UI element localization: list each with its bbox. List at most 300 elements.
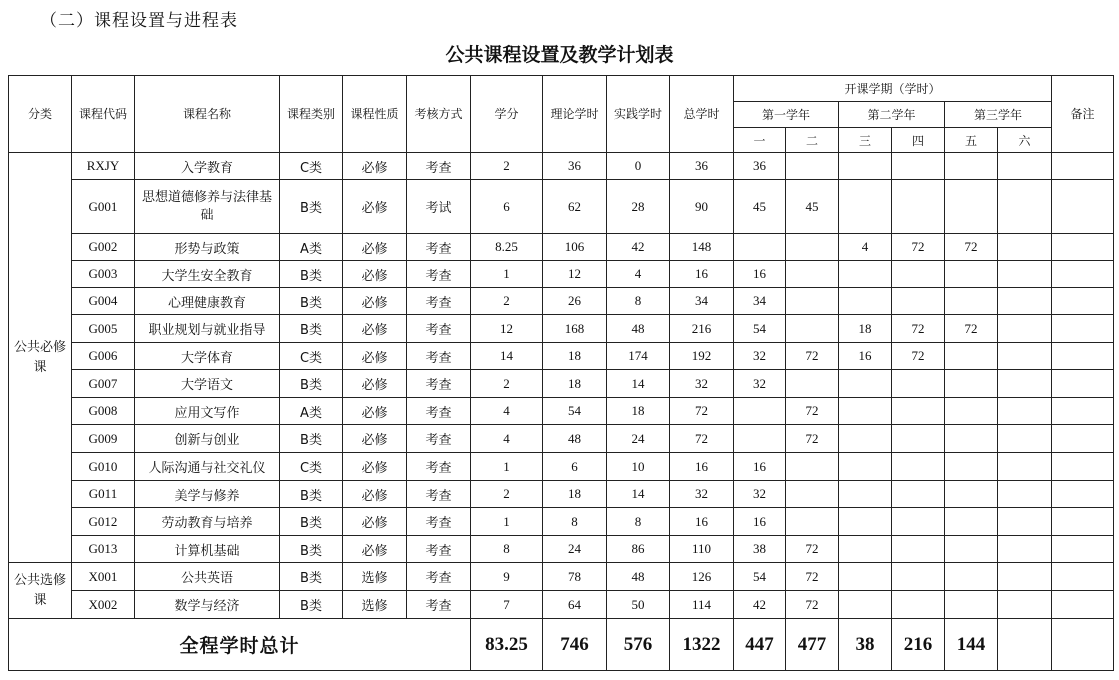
semester-1-hours: 54	[734, 315, 786, 343]
semester-6-hours	[998, 536, 1052, 563]
total-practice-hours: 576	[607, 619, 670, 671]
course-name: 人际沟通与社交礼仪	[135, 453, 280, 481]
header-semester-5: 五	[945, 128, 998, 153]
remarks-cell	[1052, 453, 1114, 481]
course-name: 美学与修养	[135, 481, 280, 508]
course-type: A类	[280, 234, 343, 261]
semester-1-hours	[734, 425, 786, 453]
course-nature: 必修	[343, 153, 407, 180]
semester-3-hours	[839, 370, 892, 398]
total-hours: 72	[670, 425, 734, 453]
total-semester-5: 144	[945, 619, 998, 671]
course-type: B类	[280, 370, 343, 398]
course-nature: 必修	[343, 234, 407, 261]
semester-1-hours	[734, 398, 786, 425]
course-row	[9, 508, 1114, 536]
credits: 1	[471, 261, 543, 288]
semester-1-hours: 32	[734, 343, 786, 370]
course-nature: 必修	[343, 343, 407, 370]
total-hours: 110	[670, 536, 734, 563]
course-type: B类	[280, 591, 343, 619]
course-type: B类	[280, 508, 343, 536]
course-type: B类	[280, 288, 343, 315]
course-code: X002	[72, 591, 135, 619]
practice-hours: 14	[607, 481, 670, 508]
semester-2-hours: 72	[786, 343, 839, 370]
course-row	[9, 234, 1114, 261]
semester-4-hours: 72	[892, 315, 945, 343]
header-category: 分类	[9, 76, 72, 153]
header-course-type: 课程类别	[280, 76, 343, 153]
semester-1-hours	[734, 234, 786, 261]
theory-hours: 64	[543, 591, 607, 619]
total-hours: 16	[670, 508, 734, 536]
course-code: G011	[72, 481, 135, 508]
course-type: C类	[280, 453, 343, 481]
semester-3-hours: 16	[839, 343, 892, 370]
course-row	[9, 453, 1114, 481]
course-type: B类	[280, 180, 343, 234]
totals-row	[9, 619, 1114, 671]
semester-3-hours: 4	[839, 234, 892, 261]
header-course-nature: 课程性质	[343, 76, 407, 153]
semester-5-hours	[945, 370, 998, 398]
assessment-method: 考查	[407, 153, 471, 180]
assessment-method: 考查	[407, 536, 471, 563]
semester-2-hours: 72	[786, 591, 839, 619]
credits: 7	[471, 591, 543, 619]
course-type: C类	[280, 343, 343, 370]
course-code: G012	[72, 508, 135, 536]
assessment-method: 考查	[407, 234, 471, 261]
semester-5-hours	[945, 261, 998, 288]
semester-4-hours	[892, 591, 945, 619]
header-remarks: 备注	[1052, 76, 1114, 153]
total-hours: 216	[670, 315, 734, 343]
practice-hours: 86	[607, 536, 670, 563]
course-code: G006	[72, 343, 135, 370]
practice-hours: 50	[607, 591, 670, 619]
course-code: X001	[72, 563, 135, 591]
course-row	[9, 398, 1114, 425]
credits: 8	[471, 536, 543, 563]
semester-6-hours	[998, 180, 1052, 234]
semester-6-hours	[998, 153, 1052, 180]
header-semester-3: 三	[839, 128, 892, 153]
course-code: G005	[72, 315, 135, 343]
total-hours: 34	[670, 288, 734, 315]
practice-hours: 42	[607, 234, 670, 261]
theory-hours: 8	[543, 508, 607, 536]
header-course-code: 课程代码	[72, 76, 135, 153]
semester-3-hours	[839, 398, 892, 425]
credits: 4	[471, 398, 543, 425]
course-code: G010	[72, 453, 135, 481]
assessment-method: 考查	[407, 315, 471, 343]
semester-2-hours: 72	[786, 536, 839, 563]
semester-3-hours	[839, 425, 892, 453]
assessment-method: 考查	[407, 508, 471, 536]
header-credits: 学分	[471, 76, 543, 153]
assessment-method: 考查	[407, 425, 471, 453]
course-name: 形势与政策	[135, 234, 280, 261]
course-row	[9, 153, 1114, 180]
course-nature: 必修	[343, 508, 407, 536]
semester-4-hours	[892, 425, 945, 453]
assessment-method: 考查	[407, 453, 471, 481]
semester-4-hours	[892, 370, 945, 398]
semester-6-hours	[998, 288, 1052, 315]
semester-5-hours: 72	[945, 234, 998, 261]
semester-5-hours	[945, 591, 998, 619]
semester-3-hours	[839, 261, 892, 288]
semester-1-hours: 38	[734, 536, 786, 563]
credits: 2	[471, 481, 543, 508]
course-row	[9, 591, 1114, 619]
remarks-cell	[1052, 370, 1114, 398]
course-code: G007	[72, 370, 135, 398]
semester-3-hours	[839, 508, 892, 536]
semester-6-hours	[998, 234, 1052, 261]
course-name: 应用文写作	[135, 398, 280, 425]
course-name: 入学教育	[135, 153, 280, 180]
semester-2-hours	[786, 370, 839, 398]
assessment-method: 考查	[407, 261, 471, 288]
semester-4-hours	[892, 398, 945, 425]
course-nature: 必修	[343, 425, 407, 453]
total-theory-hours: 746	[543, 619, 607, 671]
credits: 4	[471, 425, 543, 453]
semester-1-hours: 34	[734, 288, 786, 315]
header-semester-1: 一	[734, 128, 786, 153]
total-semester-3: 38	[839, 619, 892, 671]
practice-hours: 4	[607, 261, 670, 288]
total-hours: 16	[670, 453, 734, 481]
semester-4-hours	[892, 563, 945, 591]
semester-1-hours: 45	[734, 180, 786, 234]
credits: 1	[471, 508, 543, 536]
course-name: 职业规划与就业指导	[135, 315, 280, 343]
theory-hours: 6	[543, 453, 607, 481]
theory-hours: 62	[543, 180, 607, 234]
total-hours: 36	[670, 153, 734, 180]
course-name: 数学与经济	[135, 591, 280, 619]
course-name: 计算机基础	[135, 536, 280, 563]
semester-2-hours	[786, 288, 839, 315]
assessment-method: 考查	[407, 343, 471, 370]
practice-hours: 24	[607, 425, 670, 453]
semester-4-hours	[892, 261, 945, 288]
practice-hours: 14	[607, 370, 670, 398]
course-nature: 必修	[343, 453, 407, 481]
total-semester-4: 216	[892, 619, 945, 671]
course-nature: 必修	[343, 370, 407, 398]
header-semester-group: 开课学期（学时）	[734, 76, 1052, 102]
credits: 12	[471, 315, 543, 343]
course-row	[9, 288, 1114, 315]
semester-4-hours	[892, 288, 945, 315]
course-nature: 必修	[343, 261, 407, 288]
credits: 6	[471, 180, 543, 234]
remarks-cell	[1052, 508, 1114, 536]
semester-1-hours: 16	[734, 508, 786, 536]
theory-hours: 18	[543, 343, 607, 370]
total-semester-1: 447	[734, 619, 786, 671]
course-code: G009	[72, 425, 135, 453]
theory-hours: 36	[543, 153, 607, 180]
semester-1-hours: 42	[734, 591, 786, 619]
semester-5-hours: 72	[945, 315, 998, 343]
semester-5-hours	[945, 508, 998, 536]
semester-2-hours	[786, 153, 839, 180]
course-row	[9, 180, 1114, 234]
course-type: C类	[280, 153, 343, 180]
semester-5-hours	[945, 563, 998, 591]
course-row	[9, 481, 1114, 508]
theory-hours: 26	[543, 288, 607, 315]
semester-4-hours	[892, 481, 945, 508]
semester-6-hours	[998, 481, 1052, 508]
course-nature: 必修	[343, 398, 407, 425]
theory-hours: 106	[543, 234, 607, 261]
semester-3-hours	[839, 481, 892, 508]
credits: 2	[471, 153, 543, 180]
course-code: G004	[72, 288, 135, 315]
semester-3-hours	[839, 591, 892, 619]
course-code: G003	[72, 261, 135, 288]
semester-5-hours	[945, 343, 998, 370]
course-nature: 必修	[343, 315, 407, 343]
semester-3-hours	[839, 180, 892, 234]
total-hours: 90	[670, 180, 734, 234]
semester-3-hours	[839, 153, 892, 180]
course-code: G002	[72, 234, 135, 261]
semester-6-hours	[998, 563, 1052, 591]
course-name: 劳动教育与培养	[135, 508, 280, 536]
semester-5-hours	[945, 288, 998, 315]
course-nature: 选修	[343, 591, 407, 619]
total-hours: 72	[670, 398, 734, 425]
semester-2-hours: 72	[786, 563, 839, 591]
header-semester-4: 四	[892, 128, 945, 153]
semester-2-hours: 72	[786, 398, 839, 425]
remarks-cell	[1052, 481, 1114, 508]
practice-hours: 174	[607, 343, 670, 370]
course-nature: 必修	[343, 481, 407, 508]
semester-2-hours: 72	[786, 425, 839, 453]
semester-4-hours	[892, 153, 945, 180]
header-year-2: 第二学年	[839, 102, 945, 128]
course-type: B类	[280, 536, 343, 563]
practice-hours: 8	[607, 508, 670, 536]
semester-1-hours: 16	[734, 453, 786, 481]
totals-label: 全程学时总计	[9, 619, 471, 671]
semester-5-hours	[945, 481, 998, 508]
remarks-cell	[1052, 398, 1114, 425]
semester-5-hours	[945, 453, 998, 481]
remarks-cell	[1052, 563, 1114, 591]
semester-4-hours	[892, 536, 945, 563]
course-plan-table	[8, 75, 1114, 671]
semester-6-hours	[998, 508, 1052, 536]
course-type: B类	[280, 481, 343, 508]
semester-6-hours	[998, 591, 1052, 619]
semester-6-hours	[998, 261, 1052, 288]
total-hours: 192	[670, 343, 734, 370]
header-total-hours: 总学时	[670, 76, 734, 153]
total-semester-2: 477	[786, 619, 839, 671]
semester-5-hours	[945, 180, 998, 234]
semester-2-hours: 45	[786, 180, 839, 234]
course-row	[9, 425, 1114, 453]
remarks-cell	[1052, 234, 1114, 261]
remarks-cell	[1052, 536, 1114, 563]
grand-total-hours: 1322	[670, 619, 734, 671]
course-nature: 必修	[343, 536, 407, 563]
semester-5-hours	[945, 536, 998, 563]
semester-4-hours: 72	[892, 343, 945, 370]
total-credits: 83.25	[471, 619, 543, 671]
assessment-method: 考查	[407, 370, 471, 398]
practice-hours: 10	[607, 453, 670, 481]
semester-3-hours	[839, 453, 892, 481]
semester-3-hours: 18	[839, 315, 892, 343]
theory-hours: 24	[543, 536, 607, 563]
course-name: 大学语文	[135, 370, 280, 398]
total-semester-6	[998, 619, 1052, 671]
course-row	[9, 315, 1114, 343]
semester-6-hours	[998, 453, 1052, 481]
remarks-cell	[1052, 425, 1114, 453]
header-semester-2: 二	[786, 128, 839, 153]
semester-3-hours	[839, 288, 892, 315]
remarks-cell	[1052, 315, 1114, 343]
practice-hours: 28	[607, 180, 670, 234]
header-year-3: 第三学年	[945, 102, 1052, 128]
header-course-name: 课程名称	[135, 76, 280, 153]
total-hours: 114	[670, 591, 734, 619]
theory-hours: 168	[543, 315, 607, 343]
semester-6-hours	[998, 425, 1052, 453]
semester-4-hours: 72	[892, 234, 945, 261]
semester-5-hours	[945, 153, 998, 180]
course-name: 创新与创业	[135, 425, 280, 453]
theory-hours: 12	[543, 261, 607, 288]
semester-5-hours	[945, 398, 998, 425]
remarks-cell	[1052, 153, 1114, 180]
remarks-cell	[1052, 261, 1114, 288]
header-semester-6: 六	[998, 128, 1052, 153]
practice-hours: 48	[607, 315, 670, 343]
semester-5-hours	[945, 425, 998, 453]
course-name: 心理健康教育	[135, 288, 280, 315]
course-type: A类	[280, 398, 343, 425]
assessment-method: 考查	[407, 563, 471, 591]
theory-hours: 78	[543, 563, 607, 591]
assessment-method: 考查	[407, 481, 471, 508]
semester-1-hours: 54	[734, 563, 786, 591]
semester-1-hours: 16	[734, 261, 786, 288]
theory-hours: 54	[543, 398, 607, 425]
credits: 2	[471, 370, 543, 398]
total-hours: 16	[670, 261, 734, 288]
header-theory-hours: 理论学时	[543, 76, 607, 153]
course-type: B类	[280, 425, 343, 453]
semester-2-hours	[786, 234, 839, 261]
total-hours: 126	[670, 563, 734, 591]
course-code: G001	[72, 180, 135, 234]
theory-hours: 18	[543, 370, 607, 398]
assessment-method: 考查	[407, 288, 471, 315]
semester-2-hours	[786, 481, 839, 508]
course-name: 思想道德修养与法律基础	[135, 180, 280, 234]
course-name: 公共英语	[135, 563, 280, 591]
semester-1-hours: 32	[734, 370, 786, 398]
total-hours: 32	[670, 370, 734, 398]
header-assessment: 考核方式	[407, 76, 471, 153]
semester-4-hours	[892, 453, 945, 481]
section-heading: （二）课程设置与进程表	[40, 11, 238, 31]
course-type: B类	[280, 315, 343, 343]
credits: 9	[471, 563, 543, 591]
category-elective: 公共选修课	[9, 563, 72, 619]
practice-hours: 8	[607, 288, 670, 315]
credits: 2	[471, 288, 543, 315]
course-row	[9, 343, 1114, 370]
course-nature: 选修	[343, 563, 407, 591]
practice-hours: 18	[607, 398, 670, 425]
theory-hours: 48	[543, 425, 607, 453]
header-practice-hours: 实践学时	[607, 76, 670, 153]
course-name: 大学体育	[135, 343, 280, 370]
course-row	[9, 563, 1114, 591]
assessment-method: 考试	[407, 180, 471, 234]
course-nature: 必修	[343, 288, 407, 315]
credits: 14	[471, 343, 543, 370]
course-code: G013	[72, 536, 135, 563]
credits: 1	[471, 453, 543, 481]
practice-hours: 48	[607, 563, 670, 591]
course-code: RXJY	[72, 153, 135, 180]
course-row	[9, 370, 1114, 398]
remarks-cell	[1052, 343, 1114, 370]
semester-4-hours	[892, 180, 945, 234]
semester-2-hours	[786, 453, 839, 481]
header-year-1: 第一学年	[734, 102, 839, 128]
theory-hours: 18	[543, 481, 607, 508]
semester-6-hours	[998, 315, 1052, 343]
total-hours: 148	[670, 234, 734, 261]
course-row	[9, 261, 1114, 288]
remarks-cell	[1052, 180, 1114, 234]
table-title: 公共课程设置及教学计划表	[445, 44, 674, 66]
course-name: 大学生安全教育	[135, 261, 280, 288]
semester-2-hours	[786, 315, 839, 343]
course-row	[9, 536, 1114, 563]
course-nature: 必修	[343, 180, 407, 234]
semester-1-hours: 32	[734, 481, 786, 508]
total-hours: 32	[670, 481, 734, 508]
remarks-cell	[1052, 288, 1114, 315]
semester-6-hours	[998, 343, 1052, 370]
credits: 8.25	[471, 234, 543, 261]
course-type: B类	[280, 261, 343, 288]
semester-3-hours	[839, 563, 892, 591]
category-required: 公共必修课	[9, 153, 72, 563]
semester-1-hours: 36	[734, 153, 786, 180]
semester-6-hours	[998, 398, 1052, 425]
practice-hours: 0	[607, 153, 670, 180]
